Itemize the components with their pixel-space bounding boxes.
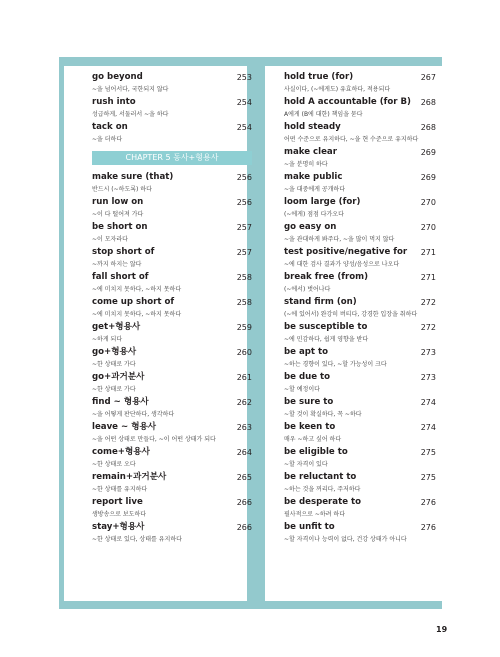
entry-page: 257 bbox=[236, 223, 252, 232]
entry-page: 263 bbox=[236, 423, 252, 432]
index-entry bbox=[284, 347, 436, 372]
index-entry bbox=[284, 372, 436, 397]
entry-page: 262 bbox=[236, 398, 252, 407]
index-entry bbox=[284, 72, 436, 97]
entry-meaning: ~이 모자라다 bbox=[92, 236, 128, 243]
entry-phrase: come+형용사 bbox=[92, 447, 150, 457]
entry-meaning: 반드시 (~하도록) 하다 bbox=[92, 186, 152, 193]
entry-phrase: be reluctant to bbox=[284, 472, 357, 482]
entry-phrase: be short on bbox=[92, 222, 148, 232]
entry-phrase: break free (from) bbox=[284, 272, 369, 282]
index-entry bbox=[284, 172, 436, 197]
entry-phrase: remain+과거분사 bbox=[92, 472, 167, 482]
index-entry bbox=[284, 522, 436, 547]
entry-meaning: ~을 어떤 상태로 만들다, ~이 어떤 상태가 되다 bbox=[92, 436, 216, 443]
entry-page: 257 bbox=[236, 248, 252, 257]
index-entry bbox=[92, 72, 252, 97]
entry-page: 272 bbox=[420, 323, 436, 332]
entry-meaning: ~에 미치지 못하다, ~하지 못하다 bbox=[92, 311, 182, 318]
entry-page: 256 bbox=[236, 198, 252, 207]
right-column bbox=[284, 72, 436, 547]
entry-phrase: go+과거분사 bbox=[92, 372, 145, 382]
entry-meaning: ~하는 경향이 있다, ~할 가능성이 크다 bbox=[284, 361, 387, 368]
entry-phrase: hold true (for) bbox=[284, 72, 354, 82]
entry-page: 254 bbox=[236, 98, 252, 107]
entry-phrase: be apt to bbox=[284, 347, 329, 357]
entry-phrase: leave ~ 형용사 bbox=[92, 422, 157, 432]
index-entry bbox=[92, 322, 252, 347]
entry-meaning: ~이 다 떨어져 가다 bbox=[92, 211, 144, 218]
entry-page: 270 bbox=[420, 198, 436, 207]
index-entry bbox=[92, 422, 252, 447]
entry-page: 271 bbox=[420, 248, 436, 257]
entry-phrase: fall short of bbox=[92, 272, 149, 282]
entry-page: 268 bbox=[420, 98, 436, 107]
entry-phrase: go+형용사 bbox=[92, 347, 137, 357]
entry-phrase: test positive/negative for bbox=[284, 247, 408, 257]
entry-meaning: 사실이다, (~에게도) 유효하다, 적용되다 bbox=[284, 86, 391, 93]
index-entry bbox=[92, 122, 252, 147]
index-entry bbox=[284, 497, 436, 522]
entry-meaning: ~할 자격이나 능력이 없다, 건강 상태가 아니다 bbox=[284, 536, 407, 543]
entry-page: 266 bbox=[236, 523, 252, 532]
entry-meaning: ~할 자격이 있다 bbox=[284, 461, 328, 468]
index-entry bbox=[92, 172, 252, 197]
entry-meaning: 매우 ~하고 싶어 하다 bbox=[284, 436, 342, 443]
entry-meaning: ~할 것이 확실하다, 꼭 ~하다 bbox=[284, 411, 362, 418]
page-number: 19 bbox=[436, 625, 448, 634]
index-entry bbox=[284, 397, 436, 422]
entry-meaning: ~하게 되다 bbox=[92, 336, 123, 343]
entry-phrase: make clear bbox=[284, 147, 337, 157]
index-entry bbox=[92, 97, 252, 122]
entry-page: 258 bbox=[236, 298, 252, 307]
entry-meaning: ~에 대한 검사 결과가 양성/음성으로 나오다 bbox=[284, 261, 400, 268]
entry-meaning: ~에 미치지 못하다, ~하지 못하다 bbox=[92, 286, 182, 293]
entry-page: 270 bbox=[420, 223, 436, 232]
index-entry bbox=[92, 397, 252, 422]
entry-page: 271 bbox=[420, 273, 436, 282]
entry-meaning: ~한 상태로 있다, 상태를 유지하다 bbox=[92, 536, 182, 543]
index-entry bbox=[284, 97, 436, 122]
entry-phrase: hold A accountable (for B) bbox=[284, 97, 411, 107]
entry-page: 273 bbox=[420, 373, 436, 382]
entry-page: 275 bbox=[420, 473, 436, 482]
entry-meaning: ~을 더하다 bbox=[92, 136, 123, 143]
entry-page: 274 bbox=[420, 398, 436, 407]
entry-meaning: ~한 상태를 유지하다 bbox=[92, 486, 148, 493]
entry-meaning: (~에게) 점점 다가오다 bbox=[284, 211, 344, 218]
entry-meaning: 생방송으로 보도하다 bbox=[92, 511, 147, 518]
entry-page: 276 bbox=[420, 523, 436, 532]
index-entry bbox=[284, 472, 436, 497]
entry-phrase: loom large (for) bbox=[284, 197, 361, 207]
entry-meaning: ~을 어떻게 판단하다, 생각하다 bbox=[92, 411, 175, 418]
entry-meaning: ~까지 하지는 않다 bbox=[92, 261, 142, 268]
entry-page: 260 bbox=[236, 348, 252, 357]
entry-meaning: ~한 상태로 가다 bbox=[92, 386, 136, 393]
entry-phrase: report live bbox=[92, 497, 143, 507]
index-entry bbox=[92, 372, 252, 397]
entry-phrase: make public bbox=[284, 172, 343, 182]
entry-page: 254 bbox=[236, 123, 252, 132]
index-entry bbox=[92, 247, 252, 272]
index-entry bbox=[92, 272, 252, 297]
entry-phrase: be susceptible to bbox=[284, 322, 368, 332]
entry-phrase: get+형용사 bbox=[92, 322, 141, 332]
index-entry bbox=[92, 447, 252, 472]
entry-phrase: be keen to bbox=[284, 422, 336, 432]
entry-phrase: stop short of bbox=[92, 247, 155, 257]
entry-page: 268 bbox=[420, 123, 436, 132]
index-entry bbox=[92, 472, 252, 497]
entry-phrase: tack on bbox=[92, 122, 128, 132]
entry-page: 256 bbox=[236, 173, 252, 182]
entry-list bbox=[92, 172, 252, 547]
entry-phrase: run low on bbox=[92, 197, 144, 207]
entry-phrase: be unfit to bbox=[284, 522, 335, 532]
entry-phrase: go easy on bbox=[284, 222, 337, 232]
entry-page: 275 bbox=[420, 448, 436, 457]
entry-phrase: go beyond bbox=[92, 72, 143, 82]
entry-page: 274 bbox=[420, 423, 436, 432]
entry-page: 259 bbox=[236, 323, 252, 332]
entry-page: 266 bbox=[236, 498, 252, 507]
left-column bbox=[92, 72, 252, 547]
index-entry bbox=[284, 222, 436, 247]
index-entry bbox=[284, 122, 436, 147]
index-entry bbox=[284, 447, 436, 472]
index-entry bbox=[284, 272, 436, 297]
entry-phrase: stand firm (on) bbox=[284, 297, 357, 307]
entry-page: 273 bbox=[420, 348, 436, 357]
index-entry bbox=[284, 197, 436, 222]
index-entry bbox=[92, 347, 252, 372]
entry-meaning: ~하는 것을 꺼리다, 주저하다 bbox=[284, 486, 361, 493]
entry-meaning: 성급하게, 서둘러서 ~을 하다 bbox=[92, 111, 169, 118]
entry-phrase: rush into bbox=[92, 97, 136, 107]
index-entry bbox=[284, 147, 436, 172]
entry-phrase: hold steady bbox=[284, 122, 341, 132]
entry-meaning: (~에 있어서) 완강히 버티다, 강경한 입장을 취하다 bbox=[284, 311, 418, 318]
index-entry bbox=[92, 197, 252, 222]
entry-meaning: (~에서) 벗어나다 bbox=[284, 286, 331, 293]
entry-page: 267 bbox=[420, 73, 436, 82]
index-entry bbox=[92, 522, 252, 547]
index-entry bbox=[284, 322, 436, 347]
entry-page: 276 bbox=[420, 498, 436, 507]
entry-meaning: ~을 관대하게 봐주다, ~을 많이 먹지 않다 bbox=[284, 236, 395, 243]
entry-meaning: 어떤 수준으로 유지하다, ~을 현 수준으로 유지하다 bbox=[284, 136, 419, 143]
entry-page: 264 bbox=[236, 448, 252, 457]
index-entry bbox=[284, 297, 436, 322]
entry-meaning: ~할 예정이다 bbox=[284, 386, 320, 393]
entry-page: 265 bbox=[236, 473, 252, 482]
entry-phrase: stay+형용사 bbox=[92, 522, 145, 532]
entry-page: 269 bbox=[420, 173, 436, 182]
entry-phrase: find ~ 형용사 bbox=[92, 397, 149, 407]
entry-meaning: 필사적으로 ~하려 하다 bbox=[284, 511, 346, 518]
entry-phrase: be eligible to bbox=[284, 447, 348, 457]
entry-list bbox=[284, 72, 436, 547]
entry-page: 253 bbox=[236, 73, 252, 82]
entry-meaning: ~에 민감하다, 쉽게 영향을 받다 bbox=[284, 336, 369, 343]
index-entry bbox=[92, 297, 252, 322]
entry-meaning: ~을 분명히 하다 bbox=[284, 161, 328, 168]
entry-meaning: ~한 상태로 가다 bbox=[92, 361, 136, 368]
entry-phrase: come up short of bbox=[92, 297, 175, 307]
index-entry bbox=[284, 247, 436, 272]
entry-page: 261 bbox=[236, 373, 252, 382]
entry-meaning: A에게 (B에 대한) 책임을 묻다 bbox=[284, 111, 363, 118]
index-entry bbox=[92, 222, 252, 247]
entry-phrase: be sure to bbox=[284, 397, 334, 407]
entry-phrase: make sure (that) bbox=[92, 172, 174, 182]
chapter-heading: CHAPTER 5 동사+형용사 bbox=[92, 151, 252, 165]
index-entry bbox=[284, 422, 436, 447]
entry-page: 272 bbox=[420, 298, 436, 307]
entry-meaning: ~을 넘어서다, 국한되지 않다 bbox=[92, 86, 169, 93]
entry-phrase: be desperate to bbox=[284, 497, 362, 507]
entry-phrase: be due to bbox=[284, 372, 331, 382]
entry-meaning: ~을 대중에게 공개하다 bbox=[284, 186, 346, 193]
entry-page: 269 bbox=[420, 148, 436, 157]
entry-meaning: ~한 상태로 오다 bbox=[92, 461, 136, 468]
entry-page: 258 bbox=[236, 273, 252, 282]
index-entry bbox=[92, 497, 252, 522]
entry-list bbox=[92, 72, 252, 147]
